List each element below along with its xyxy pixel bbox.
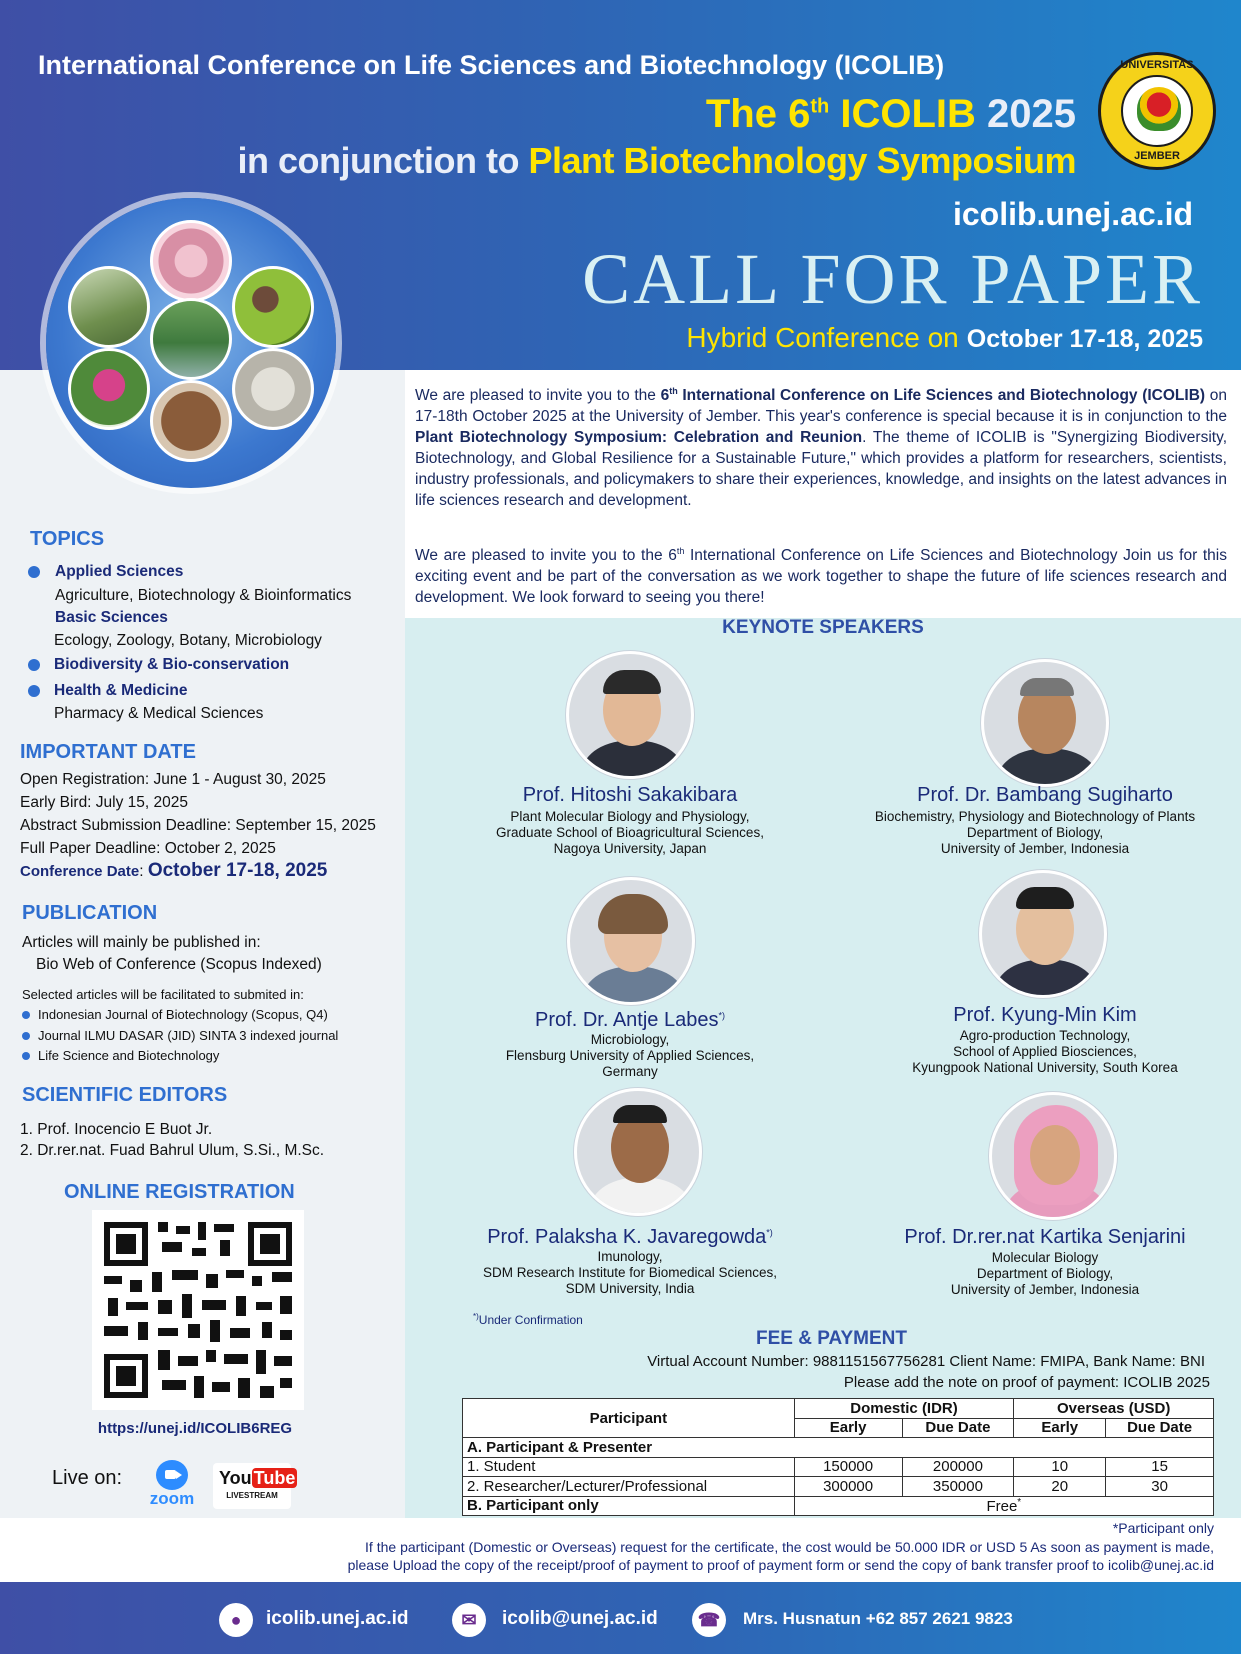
date-abstract-deadline: Abstract Submission Deadline: September 15, 2025 xyxy=(20,817,376,834)
bullet-icon xyxy=(28,566,40,578)
bullet-icon xyxy=(22,1052,30,1060)
editor-item: 2. Dr.rer.nat. Fuad Bahrul Ulum, S.Si., M.Sc. xyxy=(20,1142,325,1159)
journal-item: Life Science and Biotechnology xyxy=(38,1048,220,1063)
speaker-name: Prof. Dr.rer.nat Kartika Senjarini xyxy=(904,1226,1186,1248)
certificate-note: If the participant (Domestic or Overseas) request for the certificate, the cost would be 50.000 IDR or USD 5 As soon as payment is made, xyxy=(365,1539,1214,1555)
topic-health: Health & Medicine xyxy=(54,682,188,699)
date-conference: Conference Date: October 17-18, 2025 xyxy=(20,860,328,881)
university-logo: UNIVERSITAS JEMBER xyxy=(1098,52,1216,170)
speaker-name: Prof. Dr. Bambang Sugiharto xyxy=(917,784,1173,806)
hybrid-conference-line: Hybrid Conference on October 17-18, 2025 xyxy=(686,322,1203,353)
speaker-affiliation: Imunology, SDM Research Institute for Biomedical Sciences, SDM University, India xyxy=(482,1249,778,1296)
whatsapp-icon: ☎ xyxy=(692,1603,726,1637)
speaker-name: Prof. Kyung-Min Kim xyxy=(953,1004,1137,1026)
intro-paragraph-2: We are pleased to invite you to the 6th International Conference on Life Sciences and Biotechnology Join us for this exciting event and be part of the conversation as we work together to shape the future of life sciences research and development. We look forward to seeing you there! xyxy=(415,546,1227,607)
footer-email[interactable]: icolib@unej.ac.id xyxy=(502,1608,658,1629)
fee-header-early: Early xyxy=(1014,1418,1106,1438)
table-row: A. Participant & Presenter xyxy=(463,1438,1214,1458)
fee-header-early: Early xyxy=(794,1418,902,1438)
date-full-paper: Full Paper Deadline: October 2, 2025 xyxy=(20,840,276,857)
globe-icon: ● xyxy=(219,1603,253,1637)
zoom-icon[interactable]: zoom xyxy=(140,1460,204,1508)
publication-selected: Selected articles will be facilitated to submited in: xyxy=(22,987,304,1002)
speaker-photo xyxy=(567,877,695,1005)
table-row: B. Participant only Free* xyxy=(463,1496,1214,1516)
registration-link[interactable]: https://unej.id/ICOLIB6REG xyxy=(97,1420,293,1437)
journal-item: Indonesian Journal of Biotechnology (Scopus, Q4) xyxy=(38,1007,328,1022)
speaker-affiliation: Biochemistry, Physiology and Biotechnology of Plants Department of Biology, University of Jember, Indonesia xyxy=(874,809,1196,856)
fee-header-participant: Participant xyxy=(463,1399,795,1438)
fee-header-due: Due Date xyxy=(1106,1418,1214,1438)
email-icon: ✉ xyxy=(452,1603,486,1637)
under-confirmation-note: *)Under Confirmation xyxy=(473,1312,583,1327)
bullet-icon xyxy=(28,685,40,697)
bullet-icon xyxy=(28,659,40,671)
header-website[interactable]: icolib.unej.ac.id xyxy=(952,196,1193,232)
life-sciences-photo-collage xyxy=(46,198,336,488)
youtube-icon[interactable]: You Tube LIVESTREAM xyxy=(213,1463,291,1509)
fee-header-due: Due Date xyxy=(902,1418,1014,1438)
participant-only-note: *Participant only xyxy=(1112,1520,1214,1536)
virtual-account-info: Virtual Account Number: 9881151567756281 Client Name: FMIPA, Bank Name: BNI xyxy=(647,1353,1205,1370)
topic-health-sub: Pharmacy & Medical Sciences xyxy=(54,705,264,722)
footer-contact[interactable]: Mrs. Husnatun +62 857 2621 9823 xyxy=(743,1609,1013,1628)
topic-basic: Basic Sciences xyxy=(55,609,168,626)
upload-proof-note: please Upload the copy of the receipt/proof of payment to proof of payment form or send the copy of bank transfer proof to icolib@unej.ac.id xyxy=(347,1557,1214,1573)
important-date-title: IMPORTANT DATE xyxy=(20,741,196,763)
publication-mainly: Articles will mainly be published in: xyxy=(22,934,261,951)
speaker-photo xyxy=(981,659,1109,787)
speaker-name: Prof. Palaksha K. Javaregowda*) xyxy=(487,1226,773,1248)
speaker-photo xyxy=(574,1088,702,1216)
fee-header-domestic: Domestic (IDR) xyxy=(794,1399,1014,1419)
fee-header-overseas: Overseas (USD) xyxy=(1014,1399,1214,1419)
bullet-icon xyxy=(22,1032,30,1040)
edition-title: The 6th ICOLIB 2025 xyxy=(705,92,1076,136)
starfish-image xyxy=(232,348,314,430)
speaker-affiliation: Plant Molecular Biology and Physiology, Graduate School of Bioagricultural Sciences, Nagoya University, Japan xyxy=(496,809,764,856)
speaker-affiliation: Microbiology, Flensburg University of Applied Sciences, Germany xyxy=(505,1032,755,1079)
cell-tissue-image xyxy=(150,220,232,302)
table-row: 2. Researcher/Lecturer/Professional 300000 350000 20 30 xyxy=(463,1477,1214,1497)
registration-qr-code[interactable] xyxy=(92,1210,304,1410)
keynote-speakers-title: KEYNOTE SPEAKERS xyxy=(722,617,924,638)
date-open-registration: Open Registration: June 1 - August 30, 2025 xyxy=(20,771,326,788)
publication-title: PUBLICATION xyxy=(22,902,158,924)
call-for-paper-heading: CALL FOR PAPER xyxy=(582,239,1203,319)
topic-applied-sub: Agriculture, Biotechnology & Bioinformatics xyxy=(55,587,352,604)
online-registration-title: ONLINE REGISTRATION xyxy=(64,1181,295,1203)
speaker-photo xyxy=(979,870,1107,998)
topic-applied: Applied Sciences xyxy=(55,563,184,580)
conjunction-title: in conjunction to Plant Biotechnology Symposium xyxy=(237,140,1076,181)
editor-item: 1. Prof. Inocencio E Buot Jr. xyxy=(20,1121,213,1138)
conference-name: International Conference on Life Sciences and Biotechnology (ICOLIB) xyxy=(38,50,945,80)
speaker-affiliation: Molecular Biology Department of Biology, University of Jember, Indonesia xyxy=(950,1250,1140,1297)
speaker-photo xyxy=(566,651,694,779)
footer-website[interactable]: icolib.unej.ac.id xyxy=(266,1608,409,1629)
fee-table xyxy=(462,1398,1214,1516)
topic-basic-sub: Ecology, Zoology, Botany, Microbiology xyxy=(54,632,322,649)
scientific-editors-title: SCIENTIFIC EDITORS xyxy=(22,1084,228,1106)
date-early-bird: Early Bird: July 15, 2025 xyxy=(20,794,189,811)
topic-biodiversity: Biodiversity & Bio-conservation xyxy=(54,656,290,673)
bullet-icon xyxy=(22,1011,30,1019)
intro-paragraph-1: We are pleased to invite you to the 6th International Conference on Life Sciences and Biotechnology (ICOLIB) on 17-18th October 2025 at the University of Jember. This year's conference is special because it is in conjunction to the Plant Biotechnology Symposium: Celebration and Reunion. The theme of ICOLIB is "Synergizing Biodiversity, Biotechnology, and Global Resilience for a Sustainable Future," which provides a platform for researchers, scientists, industry professionals, and policymakers to share their experiences, knowledge, and insights on the latest advances in life sciences research and development. xyxy=(415,386,1227,510)
payment-note: Please add the note on proof of payment: ICOLIB 2025 xyxy=(843,1374,1210,1391)
speaker-name: Prof. Hitoshi Sakakibara xyxy=(522,784,738,806)
mangrove-image xyxy=(150,298,232,380)
topics-title: TOPICS xyxy=(30,528,105,550)
publication-main-journal: Bio Web of Conference (Scopus Indexed) xyxy=(36,956,322,973)
journal-item: Journal ILMU DASAR (JID) SINTA 3 indexed journal xyxy=(38,1028,339,1043)
bird-image xyxy=(232,266,314,348)
flower-emblem-icon xyxy=(1137,87,1181,131)
live-on-label: Live on: xyxy=(52,1467,123,1489)
speaker-name: Prof. Dr. Antje Labes*) xyxy=(535,1009,725,1031)
speaker-photo xyxy=(989,1092,1117,1220)
fee-payment-title: FEE & PAYMENT xyxy=(756,1328,907,1349)
petri-dish-image xyxy=(150,380,232,462)
speaker-affiliation: Agro-production Technology, School of Applied Biosciences, Kyungpook National University, South Korea xyxy=(912,1028,1178,1075)
flower-image xyxy=(68,348,150,430)
grass-plant-image xyxy=(68,266,150,348)
table-row: 1. Student 150000 200000 10 15 xyxy=(463,1457,1214,1477)
